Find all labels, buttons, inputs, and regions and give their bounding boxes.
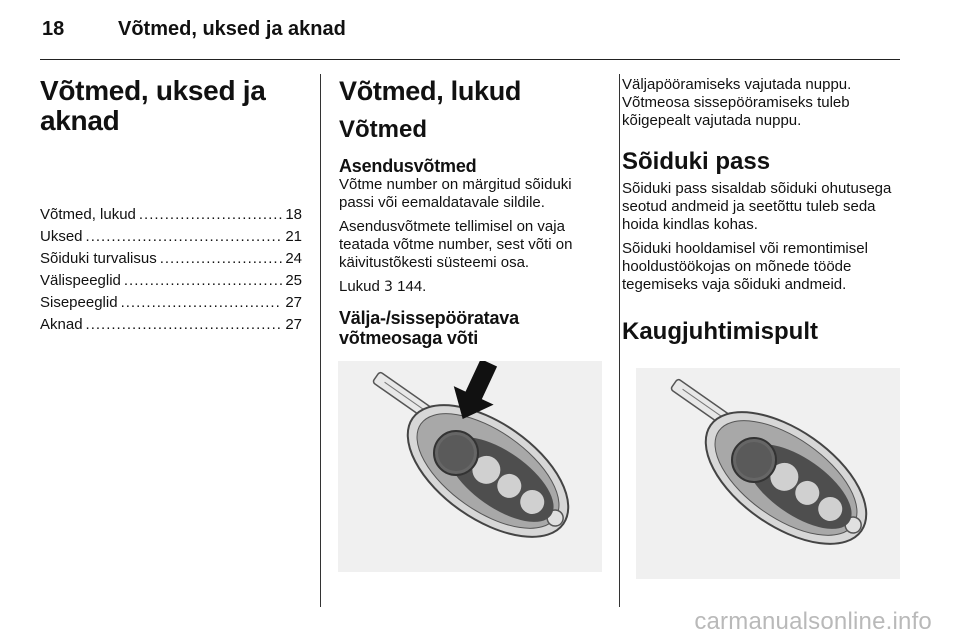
toc-leader-dots — [160, 248, 283, 270]
page-header — [40, 18, 900, 60]
toc-entry[interactable] — [40, 292, 302, 314]
column-divider-left — [320, 74, 321, 607]
vehicle-pass-column — [622, 76, 904, 346]
page-number: 18 — [42, 18, 65, 40]
key-fob-with-arrow-image — [338, 361, 602, 572]
subsection-title: Võtmed — [339, 116, 428, 143]
vehicle-pass-heading: Sõiduki pass — [622, 148, 771, 175]
chapter-title: Võtmed, uksed ja aknad — [118, 18, 346, 40]
remote-control-illustration — [636, 368, 900, 579]
remote-control-heading: Kaugjuhtimispult — [622, 318, 818, 345]
reference-page: 144. — [397, 278, 427, 295]
header-rule — [40, 59, 900, 60]
reference-label: Lukud — [339, 278, 380, 295]
toc-entry-label: Sõiduki turvalisus — [40, 250, 157, 267]
table-of-contents — [40, 204, 302, 336]
toc-entry-label: Uksed — [40, 228, 83, 245]
toc-entry[interactable] — [40, 248, 302, 270]
toc-entry[interactable] — [40, 204, 302, 226]
toc-entry-label: Aknad — [40, 316, 83, 333]
vehicle-pass-paragraph-2: Sõiduki hooldamisel või remontimisel hooldustöökojas on mõnede tööde tegemiseks vaja sõiduki andmeid. — [622, 240, 868, 293]
toc-entry[interactable] — [40, 226, 302, 248]
chapter-heading: Võtmed, uksed ja aknad — [40, 75, 266, 136]
toc-entry-page: 24 — [285, 250, 302, 267]
toc-entry-label: Sisepeeglid — [40, 294, 118, 311]
toc-entry-page: 18 — [285, 206, 302, 223]
replacement-keys-paragraph-1: Võtme number on märgitud sõiduki passi või eemaldatavale sildile. — [339, 176, 572, 211]
toc-entry[interactable] — [40, 314, 302, 336]
replacement-keys-heading: Asendusvõtmed — [339, 156, 477, 176]
foldable-key-heading: Välja-/sissepööratava võtmeosaga võti — [339, 308, 519, 348]
toc-entry-page: 21 — [285, 228, 302, 245]
toc-leader-dots — [86, 226, 283, 248]
toc-leader-dots — [139, 204, 282, 226]
section-title: Võtmed, lukud — [339, 76, 522, 106]
toc-entry-label: Välispeeglid — [40, 272, 121, 289]
column-divider-right — [619, 74, 620, 607]
vehicle-pass-paragraph-1: Sõiduki pass sisaldab sõiduki ohutusega seotud andmeid ja seetõttu tuleb seda hoida kindlas kohas. — [622, 180, 892, 233]
replacement-keys-paragraph-2: Asendusvõtmete tellimisel on vaja teatada võtme number, sest võti on käivitustõkesti süsteemi osa. — [339, 218, 573, 271]
toc-entry-label: Võtmed, lukud — [40, 206, 136, 223]
remote-key-fob-image — [636, 368, 900, 579]
toc-entry-page: 27 — [285, 294, 302, 311]
locks-reference[interactable] — [339, 278, 603, 296]
fold-out-paragraph: Väljapööramiseks vajutada nuppu. Võtmeosa sissepööramiseks tuleb kõigepealt vajutada nuppu. — [622, 76, 852, 129]
toc-leader-dots — [86, 314, 283, 336]
toc-entry[interactable] — [40, 270, 302, 292]
keys-locks-column — [339, 76, 603, 348]
toc-leader-dots — [124, 270, 282, 292]
toc-entry-page: 27 — [285, 316, 302, 333]
watermark: carmanualsonline.info — [694, 608, 932, 635]
toc-leader-dots — [121, 292, 283, 314]
page-reference-arrow: 3 — [384, 279, 393, 295]
toc-column — [40, 76, 302, 336]
foldable-key-illustration — [338, 361, 602, 572]
toc-entry-page: 25 — [285, 272, 302, 289]
